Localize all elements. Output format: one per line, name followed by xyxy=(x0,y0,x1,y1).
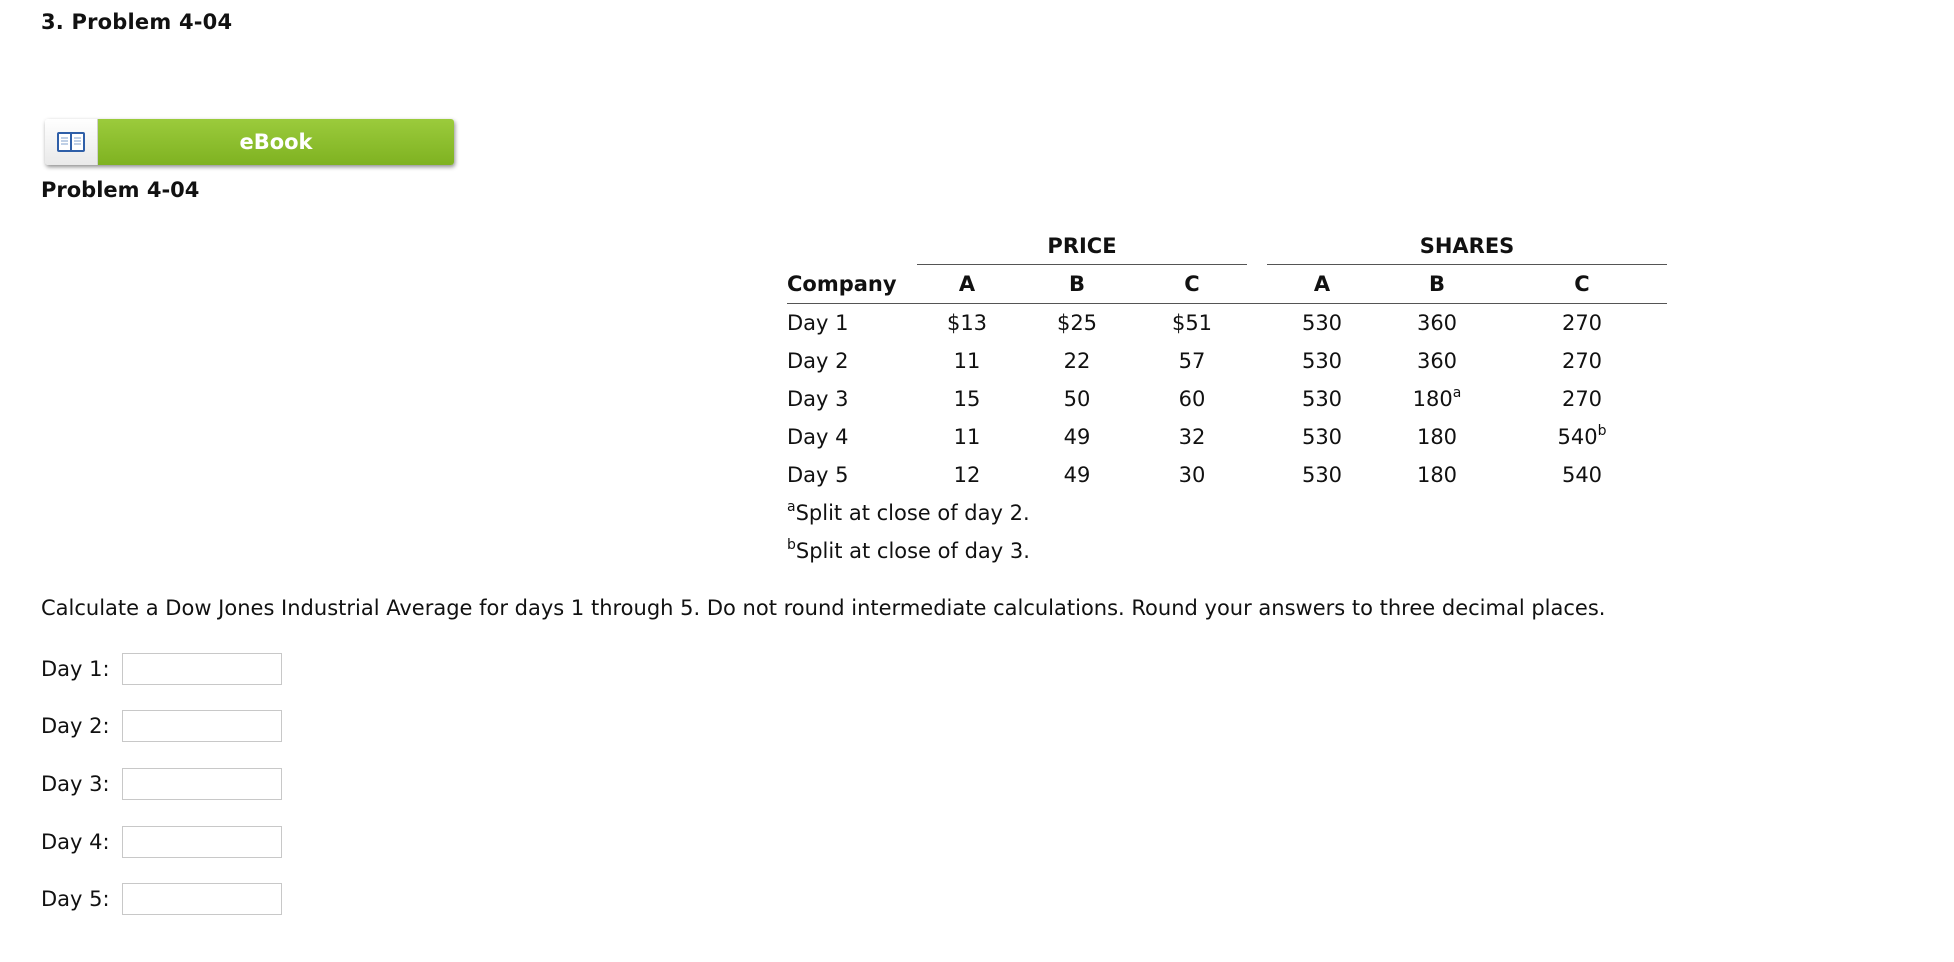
ebook-button[interactable] xyxy=(45,119,454,165)
shares-cell: 530 xyxy=(1301,387,1343,411)
day-4-answer-input[interactable] xyxy=(122,826,282,858)
answer-row-day-2 xyxy=(41,708,282,744)
column-header-price-c: C xyxy=(1137,265,1247,304)
shares-cell: 530 xyxy=(1301,463,1343,487)
shares-cell: 270 xyxy=(1561,311,1603,335)
table-row xyxy=(787,456,1667,494)
price-cell: 50 xyxy=(1063,387,1091,411)
table-row xyxy=(787,304,1667,343)
price-cell: $51 xyxy=(1171,311,1213,335)
row-label: Day 2 xyxy=(787,349,849,373)
day-5-answer-input[interactable] xyxy=(122,883,282,915)
footnote-text: Split at close of day 2. xyxy=(795,501,1030,525)
shares-cell: 530 xyxy=(1301,349,1343,373)
footnote-mark: b xyxy=(787,537,796,553)
shares-cell: 270 xyxy=(1561,349,1603,373)
table-row xyxy=(787,342,1667,380)
column-header-shares-c: C xyxy=(1497,265,1667,304)
footnote-text: Split at close of day 3. xyxy=(795,539,1030,563)
answer-row-day-4 xyxy=(41,824,282,860)
price-cell: 49 xyxy=(1063,425,1091,449)
ebook-icon-box xyxy=(45,119,98,165)
column-header-shares-a: A xyxy=(1267,265,1377,304)
shares-cell: 270 xyxy=(1561,387,1603,411)
answer-label: Day 5: xyxy=(41,887,110,911)
shares-cell: 530 xyxy=(1301,311,1343,335)
price-cell: 49 xyxy=(1063,463,1091,487)
price-cell: 11 xyxy=(953,425,981,449)
book-icon xyxy=(56,130,86,154)
problem-title: Problem 4-04 xyxy=(41,178,200,202)
price-cell: 57 xyxy=(1178,349,1206,373)
answer-row-day-3 xyxy=(41,766,282,802)
ebook-label: eBook xyxy=(98,119,454,165)
shares-cell-with-footnote xyxy=(1377,380,1497,418)
day-3-answer-input[interactable] xyxy=(122,768,282,800)
shares-cell: 360 xyxy=(1416,311,1458,335)
day-1-answer-input[interactable] xyxy=(122,653,282,685)
shares-cell: 180 xyxy=(1416,463,1458,487)
table-row xyxy=(787,418,1667,456)
price-group-header: PRICE xyxy=(917,228,1247,265)
row-label: Day 5 xyxy=(787,463,849,487)
shares-cell: 530 xyxy=(1301,425,1343,449)
shares-cell-with-footnote xyxy=(1497,418,1667,456)
answer-label: Day 3: xyxy=(41,772,110,796)
table-row xyxy=(787,380,1667,418)
row-label: Day 4 xyxy=(787,425,849,449)
row-label: Day 3 xyxy=(787,387,849,411)
shares-group-header: SHARES xyxy=(1267,228,1667,265)
answer-row-day-1 xyxy=(41,651,282,687)
stock-data-table xyxy=(787,228,1667,570)
column-header-price-a: A xyxy=(917,265,1017,304)
footnote xyxy=(787,494,1667,532)
column-header-price-b: B xyxy=(1017,265,1137,304)
day-2-answer-input[interactable] xyxy=(122,710,282,742)
column-header-shares-b: B xyxy=(1377,265,1497,304)
footnote-mark: a xyxy=(1452,385,1462,401)
price-cell: 22 xyxy=(1063,349,1091,373)
row-label: Day 1 xyxy=(787,311,849,335)
footnote-mark: a xyxy=(787,499,796,515)
shares-cell: 540 xyxy=(1561,463,1603,487)
shares-cell: 180 xyxy=(1416,425,1458,449)
price-cell: 11 xyxy=(953,349,981,373)
answer-label: Day 2: xyxy=(41,714,110,738)
column-header-company: Company xyxy=(787,265,917,304)
answer-label: Day 4: xyxy=(41,830,110,854)
price-cell: 12 xyxy=(953,463,981,487)
footnote-row xyxy=(787,494,1667,532)
price-cell: 15 xyxy=(953,387,981,411)
price-cell: $25 xyxy=(1056,311,1098,335)
answer-label: Day 1: xyxy=(41,657,110,681)
price-cell: 30 xyxy=(1178,463,1206,487)
answer-row-day-5 xyxy=(41,881,282,917)
question-text: Calculate a Dow Jones Industrial Average for days 1 through 5. Do not round intermediate calculations. Round your answers to three decimal places. xyxy=(41,596,1606,620)
footnote xyxy=(787,532,1667,570)
price-cell: 32 xyxy=(1178,425,1206,449)
price-cell: 60 xyxy=(1178,387,1206,411)
shares-value: 180 xyxy=(1412,387,1453,411)
shares-cell: 360 xyxy=(1416,349,1458,373)
question-title: 3. Problem 4-04 xyxy=(41,10,233,34)
footnote-row xyxy=(787,532,1667,570)
shares-value: 540 xyxy=(1557,425,1598,449)
price-cell: $13 xyxy=(946,311,988,335)
spacer-cell xyxy=(787,228,917,265)
footnote-mark: b xyxy=(1597,423,1607,439)
